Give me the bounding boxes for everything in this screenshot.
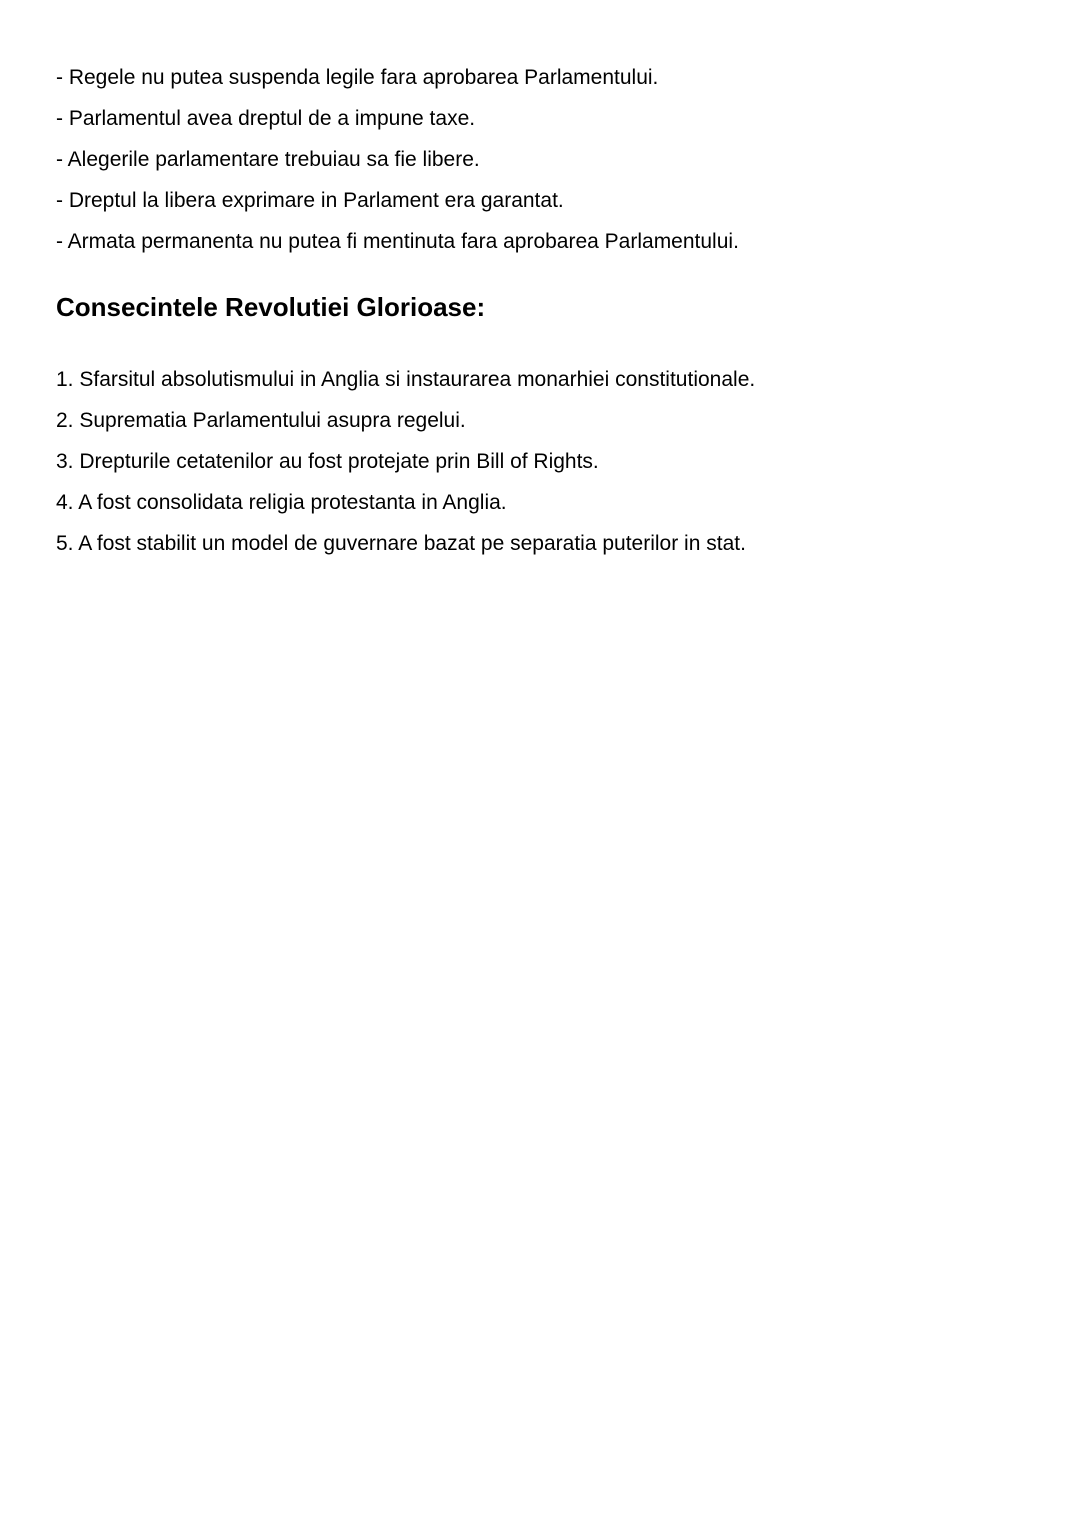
list-item: - Parlamentul avea dreptul de a impune taxe. xyxy=(56,107,476,130)
list-item: - Dreptul la libera exprimare in Parlament era garantat. xyxy=(56,189,564,212)
bill-of-rights-list xyxy=(56,57,739,262)
list-item: 5. A fost stabilit un model de guvernare bazat pe separatia puterilor in stat. xyxy=(56,532,746,555)
section-heading: Consecintele Revolutiei Glorioase: xyxy=(56,292,486,322)
list-item: - Regele nu putea suspenda legile fara aprobarea Parlamentului. xyxy=(56,66,659,89)
list-item: - Alegerile parlamentare trebuiau sa fie libere. xyxy=(56,148,480,171)
list-item: - Armata permanenta nu putea fi mentinuta fara aprobarea Parlamentului. xyxy=(56,230,739,253)
list-item: 2. Suprematia Parlamentului asupra regelui. xyxy=(56,409,466,432)
list-item: 1. Sfarsitul absolutismului in Anglia si instaurarea monarhiei constitutionale. xyxy=(56,368,756,391)
list-item: 3. Drepturile cetatenilor au fost protejate prin Bill of Rights. xyxy=(56,450,599,473)
consequences-list xyxy=(56,359,755,564)
list-item: 4. A fost consolidata religia protestanta in Anglia. xyxy=(56,491,507,514)
